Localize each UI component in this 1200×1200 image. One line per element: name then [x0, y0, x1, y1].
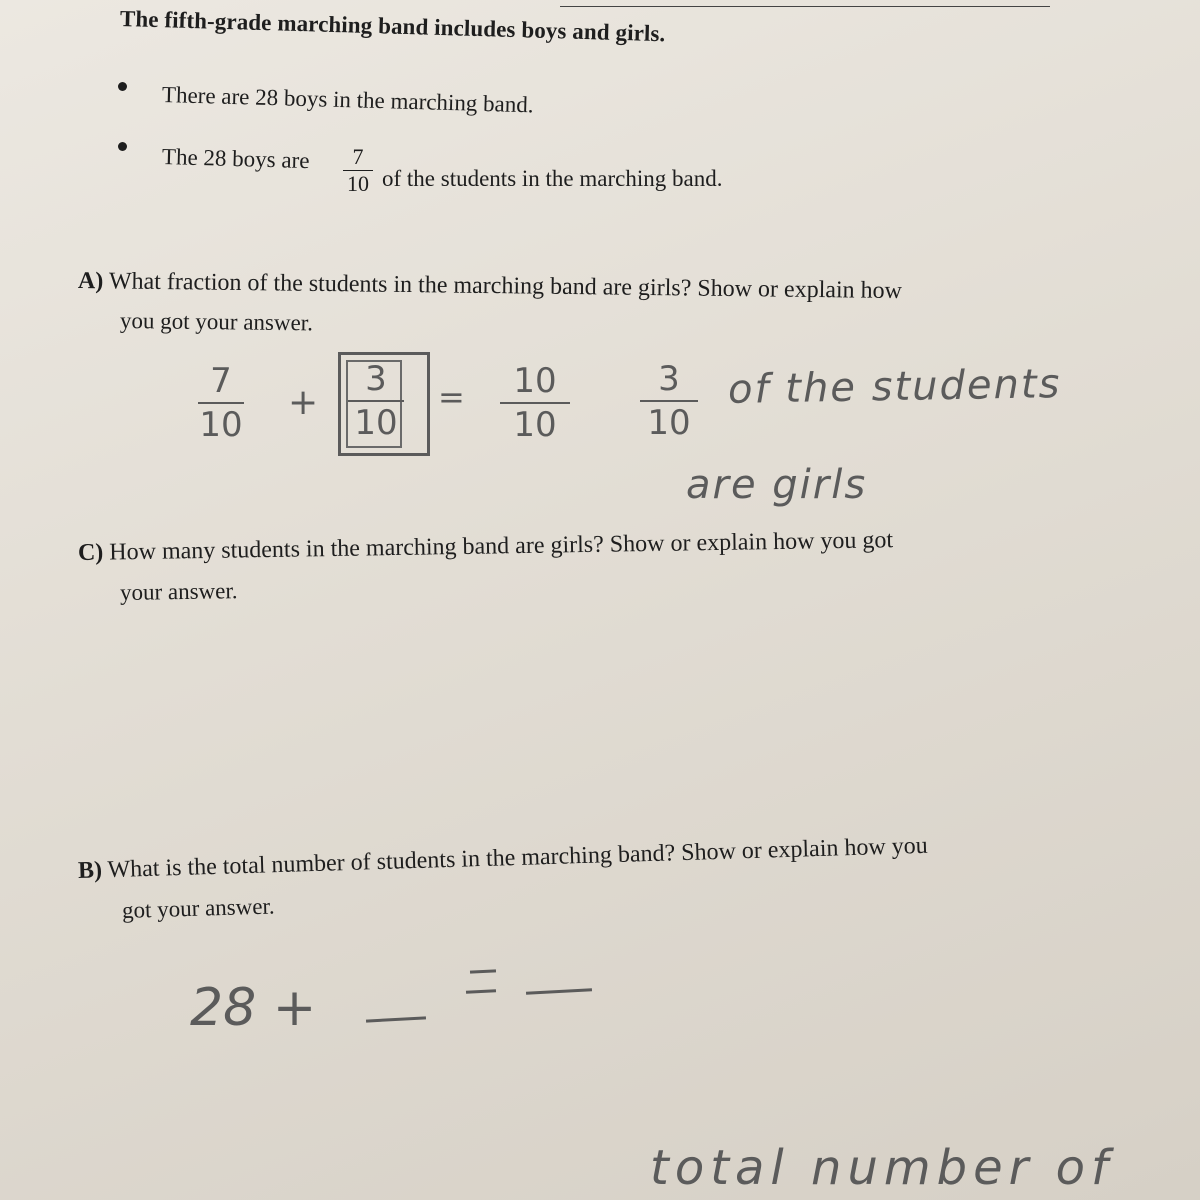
handwritten-equals-stroke	[466, 989, 496, 994]
handwritten-numerator: 3	[365, 359, 387, 399]
handwritten-work-b: 28 +	[190, 978, 317, 1038]
fact-boys-fraction-suffix: of the students in the marching band.	[382, 166, 723, 191]
handwritten-equals-stroke	[470, 969, 496, 973]
handwritten-denominator: 10	[647, 403, 691, 443]
fraction-denominator: 10	[347, 171, 369, 196]
handwritten-answer-text: are girls	[686, 462, 868, 508]
fraction-seven-tenths	[343, 145, 373, 196]
handwritten-denominator: 10	[513, 405, 557, 445]
question-b-line1: What is the total number of students in the marching band? Show or explain how you	[107, 832, 929, 884]
fraction-numerator: 7	[352, 144, 364, 169]
bullet-icon	[118, 142, 127, 151]
question-c-line1: How many students in the marching band are girls? Show or explain how you got	[109, 527, 894, 566]
fraction-bar	[198, 402, 244, 404]
handwritten-numerator: 3	[658, 359, 680, 399]
handwritten-fraction-boxed	[348, 360, 404, 442]
handwritten-answer-fraction	[640, 360, 698, 442]
handwritten-numerator: 7	[210, 361, 232, 401]
problem-intro: The fifth-grade marching band includes boys and girls.	[119, 6, 666, 47]
handwritten-plus: +	[288, 382, 319, 423]
question-a-line2: you got your answer.	[119, 308, 314, 336]
question-c-line2: your answer.	[119, 578, 238, 605]
fraction-bar	[500, 402, 570, 404]
handwritten-fraction	[198, 362, 244, 444]
handwritten-numerator: 10	[513, 361, 557, 401]
question-a-line1: What fraction of the students in the marching band are girls? Show or explain how	[108, 268, 903, 305]
handwritten-answer-text: of the students	[727, 361, 1062, 413]
handwritten-equals: =	[438, 378, 465, 416]
handwritten-denominator: 10	[354, 403, 398, 443]
question-c-letter: C)	[77, 539, 104, 566]
fraction-bar	[640, 400, 698, 402]
handwritten-partial-text: total number of	[650, 1140, 1114, 1196]
handwritten-denominator: 10	[199, 405, 243, 445]
question-a-letter: A)	[77, 268, 104, 295]
fact-boys-count: There are 28 boys in the marching band.	[161, 82, 534, 118]
header-rule	[560, 6, 1050, 7]
fraction-bar	[348, 400, 404, 402]
question-a	[78, 268, 902, 305]
handwritten-fraction	[500, 362, 570, 444]
handwritten-blank	[526, 988, 592, 994]
question-b-line2: got your answer.	[121, 893, 275, 923]
fact-boys-fraction-prefix: The 28 boys are	[161, 144, 310, 174]
question-b	[78, 833, 929, 885]
question-c	[78, 527, 894, 567]
question-b-letter: B)	[77, 857, 103, 884]
bullet-icon	[118, 82, 127, 91]
handwritten-blank	[366, 1016, 426, 1022]
